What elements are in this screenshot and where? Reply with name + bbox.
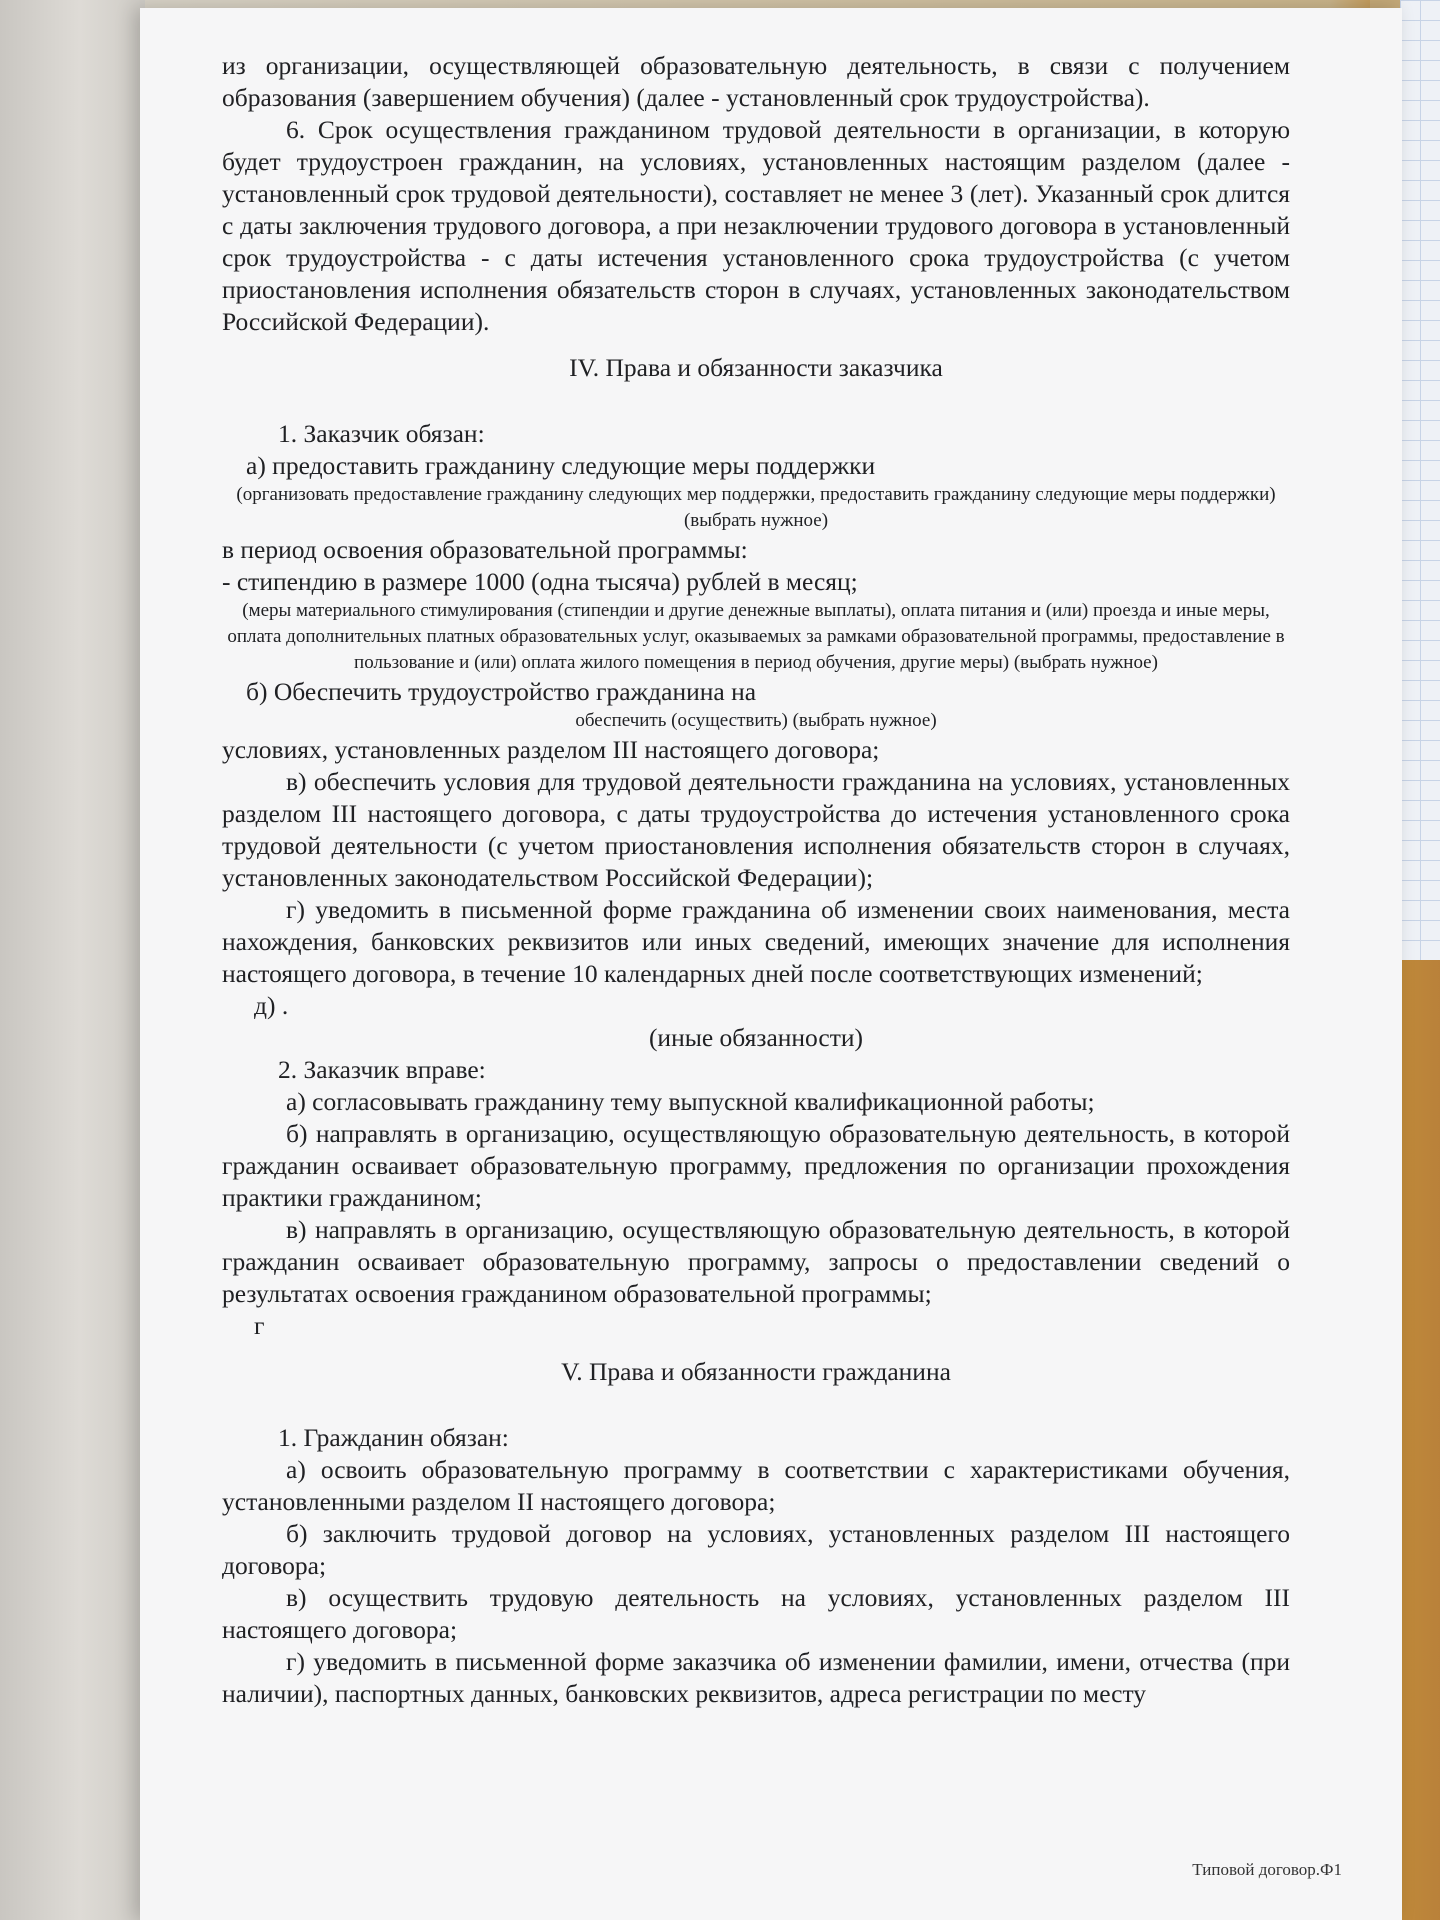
paragraph-6-tail: из организации, осуществляющей образовательную деятельность, в связи с получением образования (завершением обучения) (далее - установленный срок трудоустройства). — [222, 51, 1290, 112]
item-a-measure: - стипендию в размере 1000 (одна тысяча) рублей в месяц; — [222, 567, 858, 596]
right-a: а) согласовывать гражданину тему выпускной квалификационной работы; — [286, 1087, 1095, 1116]
citizen-obliged-title: 1. Гражданин обязан: — [278, 1423, 509, 1452]
document-page — [140, 8, 1402, 1920]
right-g: г — [254, 1311, 265, 1340]
item-a-measure-hint: (меры материального стимулирования (стипендии и другие денежные выплаты), оплата питания и (или) проезда и иные меры, оплата дополнительных платных образовательных услуг, оказываемых за рамками образовательной программы, предоставление в пользование и (или) оплата жилого помещения в период обучения, другие меры) (выбрать нужное) — [227, 600, 1285, 673]
citizen-item-v: в) осуществить трудовую деятельность на условиях, установленных разделом III настоящего договора; — [222, 1583, 1290, 1644]
page-footer: Типовой договор.Ф1 — [1192, 1860, 1342, 1879]
section-4-title: IV. Права и обязанности заказчика — [569, 353, 943, 382]
item-a-label: а) предоставить гражданину следующие меры поддержки — [246, 451, 876, 480]
item-d-hint: (иные обязанности) — [648, 1023, 864, 1052]
item-a-period: в период освоения образовательной программы: — [222, 535, 748, 564]
previous-page-edge — [0, 0, 145, 1920]
citizen-item-b: б) заключить трудовой договор на условиях, установленных разделом III настоящего договора; — [222, 1519, 1290, 1580]
right-v: в) направлять в организацию, осуществляющую образовательную деятельность, в которой гражданин осваивает образовательную программу, запросы о предоставлении сведений о результатах освоения гражданином образовательной программы; — [222, 1215, 1290, 1308]
item-a-hint: (организовать предоставление гражданину следующих мер поддержки, предоставить гражданину следующие меры поддержки) (выбрать нужное) — [236, 484, 1276, 531]
right-b: б) направлять в организацию, осуществляющую образовательную деятельность, в которой гражданин осваивает образовательную программу, предложения по организации прохождения практики гражданином; — [222, 1119, 1290, 1212]
item-d: д) . — [254, 991, 289, 1020]
item-b-tail: условиях, установленных разделом III настоящего договора; — [222, 735, 880, 764]
item-v: в) обеспечить условия для трудовой деятельности гражданина на условиях, установленных разделом III настоящего договора, с даты трудоустройства до истечения установленного срока трудовой деятельности (с учетом приостановления исполнения обязательств сторон в случаях, установленных законодательством Российской Федерации); — [222, 767, 1290, 892]
paragraph-6: 6. Срок осуществления гражданином трудовой деятельности в организации, в которую будет трудоустроен гражданин, на условиях, установленных настоящим разделом (далее - установленный срок трудовой деятельности), составляет не менее 3 (лет). Указанный срок длится с даты заключения трудового договора, а при незаключении трудового договора в установленный срок трудоустройства - с даты истечения установленного срока трудоустройства (с учетом приостановления исполнения обязательств сторон в случаях, установленных законодательством Российской Федерации). — [222, 115, 1290, 336]
item-g: г) уведомить в письменной форме гражданина об изменении своих наименования, места нахождения, банковских реквизитов или иных сведений, имеющих значение для исполнения настоящего договора, в течение 10 календарных дней после соответствующих изменений; — [222, 895, 1290, 988]
item-b-label: б) Обеспечить трудоустройство гражданина на — [246, 677, 757, 706]
citizen-item-g: г) уведомить в письменной форме заказчика об изменении фамилии, имени, отчества (при наличии), паспортных данных, банковских реквизитов, адреса регистрации по месту — [222, 1647, 1290, 1708]
customer-obliged-title: 1. Заказчик обязан: — [278, 419, 485, 448]
item-b-hint: обеспечить (осуществить) (выбрать нужное) — [575, 710, 937, 731]
page-content — [222, 50, 1290, 1710]
customer-rights-title: 2. Заказчик вправе: — [278, 1055, 486, 1084]
section-5-title: V. Права и обязанности гражданина — [561, 1357, 951, 1386]
citizen-item-a: а) освоить образовательную программу в соответствии с характеристиками обучения, установленными разделом II настоящего договора; — [222, 1455, 1290, 1516]
